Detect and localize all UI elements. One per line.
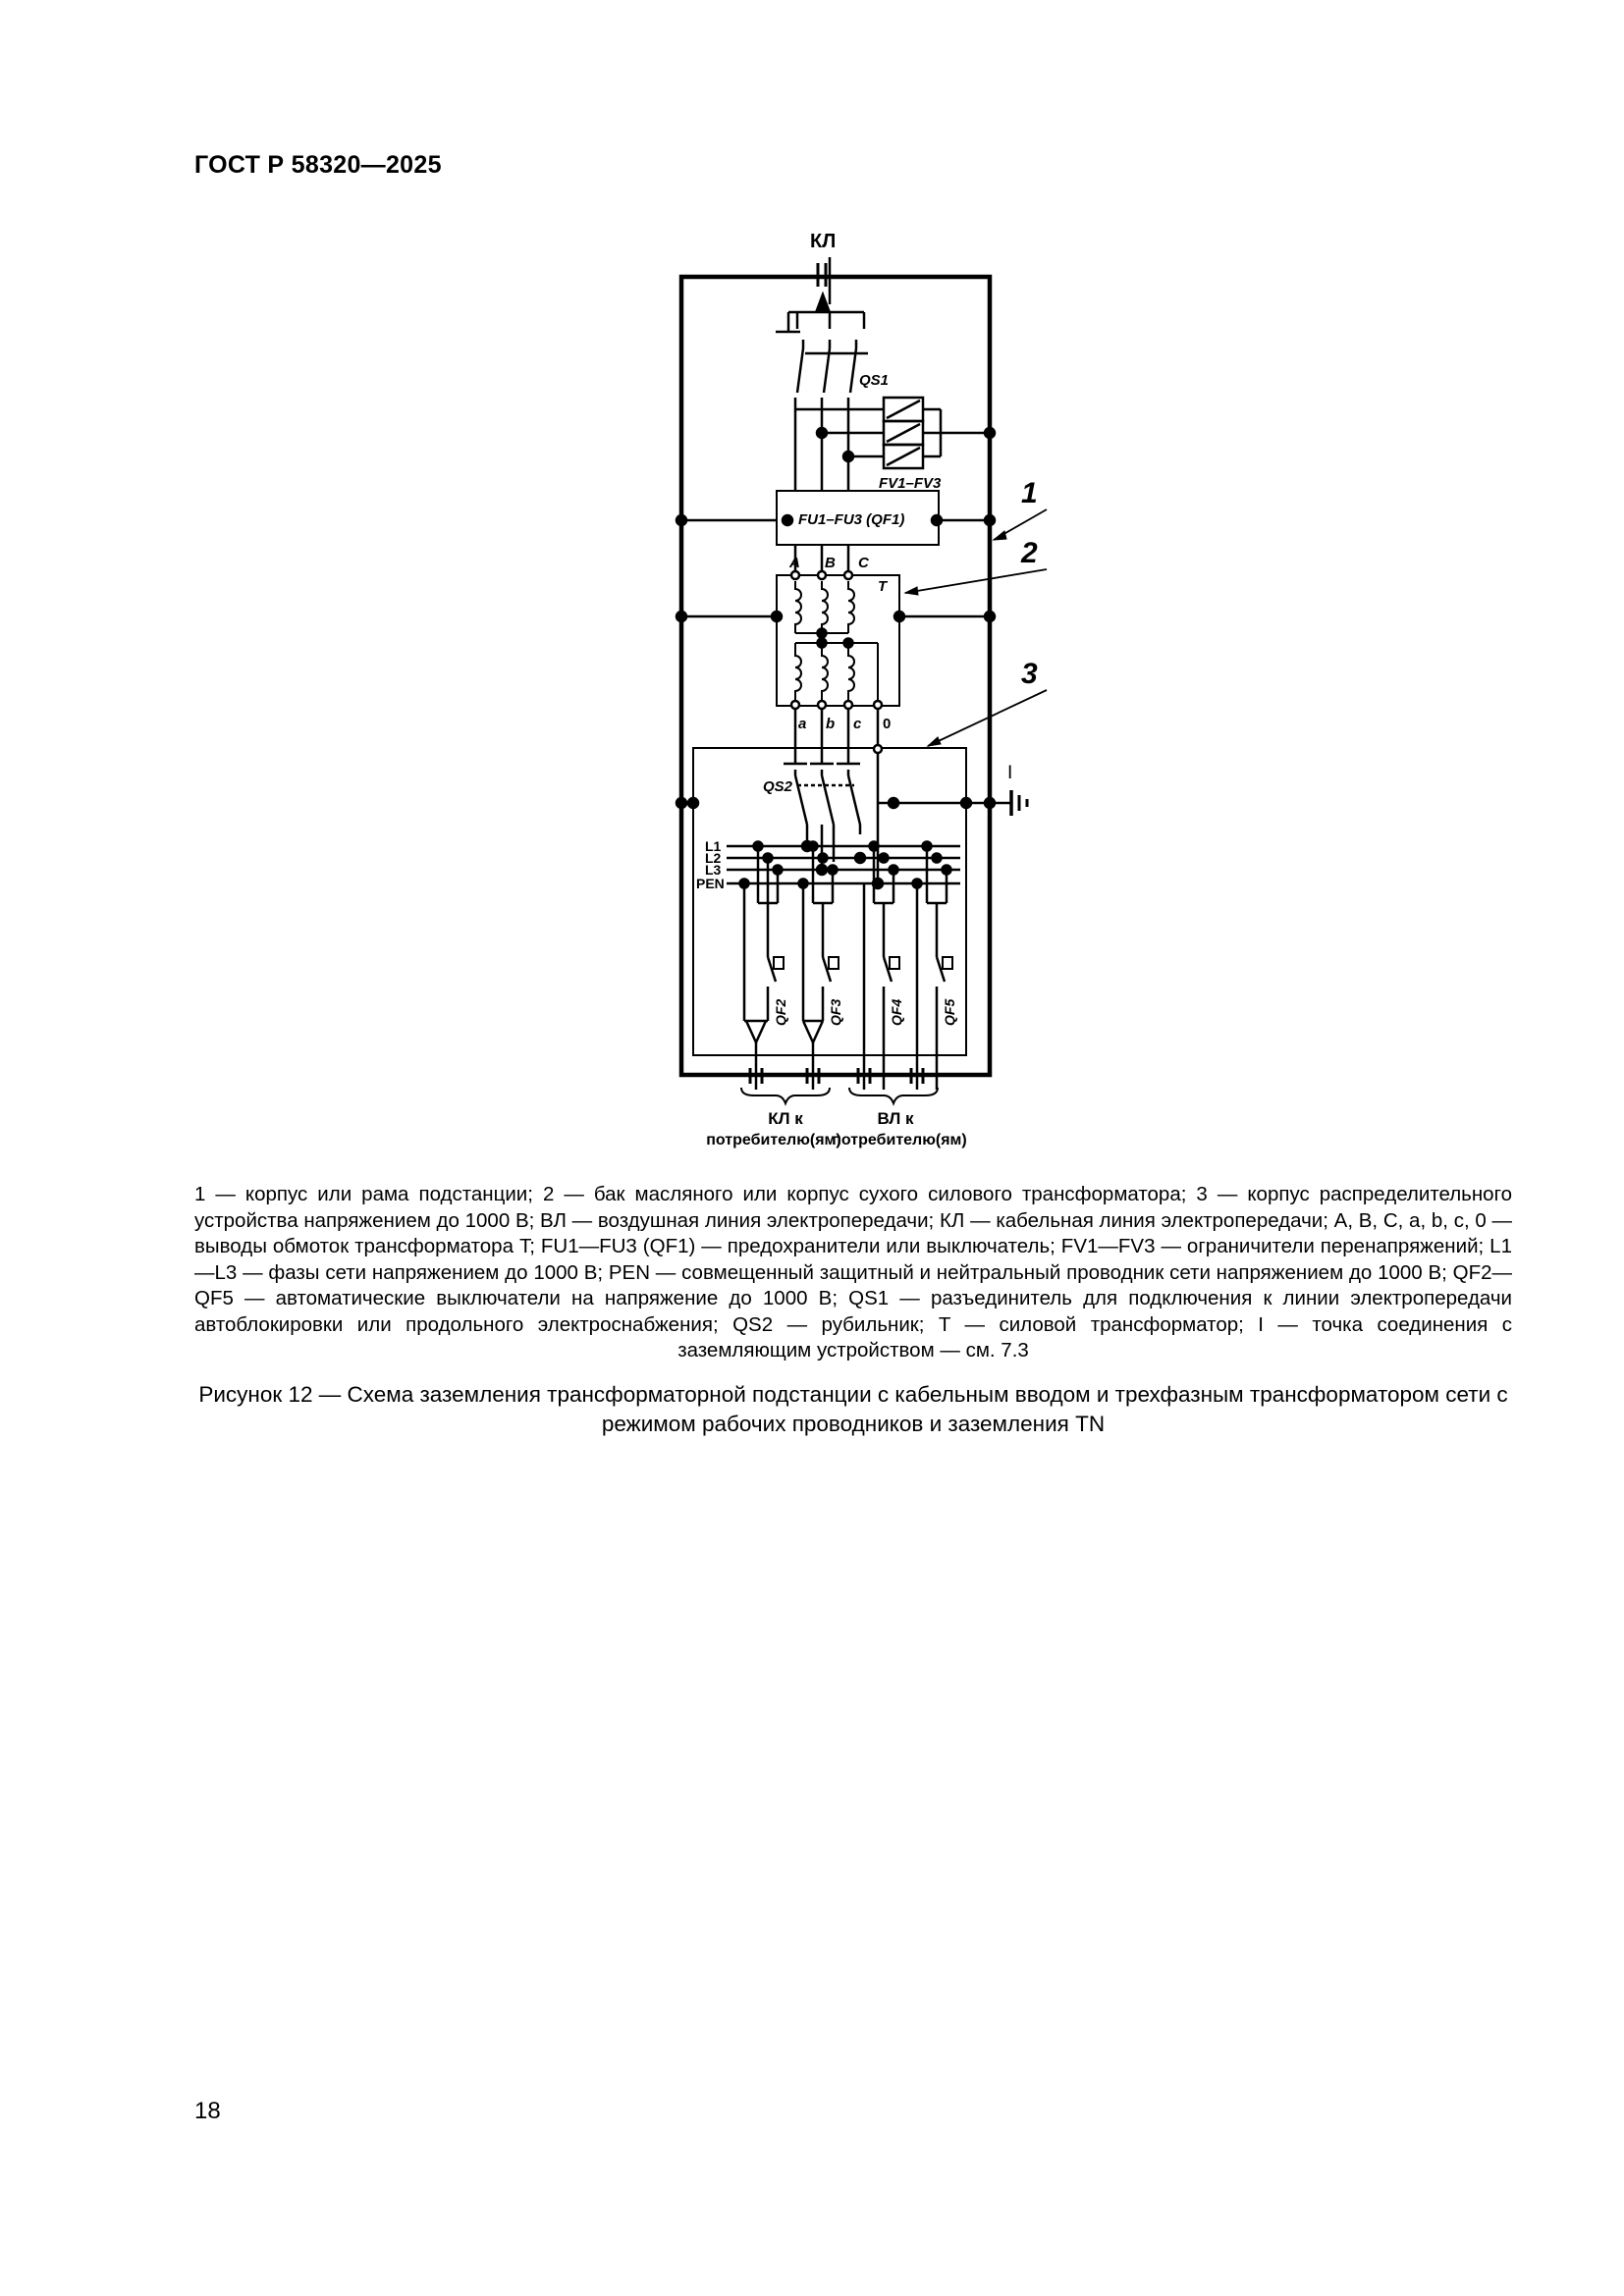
busbars [727,846,960,883]
label-out-a: a [798,716,807,732]
label-bus-l1: L1 [705,838,722,854]
label-out-b: b [826,716,836,732]
label-bus-pen: PEN [696,876,725,891]
transformer-windings [795,581,878,705]
label-phase-a: A [789,555,800,571]
brace-kl [741,1088,830,1103]
label-out-left-2: потребителю(ям) [706,1132,841,1148]
label-out-0: 0 [883,716,892,732]
label-out-right-2: потребителю(ям) [832,1132,967,1148]
callout-2: 2 [1021,537,1038,569]
ground-symbol [1011,790,1027,816]
label-bus-l2: L2 [705,850,722,866]
label-qf3: QF3 [828,998,843,1026]
label-qs2: QS2 [763,778,793,795]
label-phase-b: B [825,555,836,571]
label-ground: I [1007,763,1013,783]
label-t: T [878,578,888,595]
label-out-left-1: КЛ к [768,1109,803,1128]
label-fv: FV1–FV3 [879,475,942,492]
standard-header: ГОСТ Р 58320—2025 [194,151,442,179]
figure-caption: Рисунок 12 — Схема заземления трансформаторной подстанции с кабельным вводом и трехфазным трансформатором сети с режимом рабочих проводников и заземления TN [198,1382,1508,1436]
label-qf2: QF2 [773,998,788,1026]
page-number: 18 [194,2098,221,2124]
label-phase-c: C [858,555,869,571]
figure-legend: 1 — корпус или рама подстанции; 2 — бак масляного или корпус сухого силового трансформатора; 3 — корпус распределительного устройства напряжением до 1000 В; ВЛ — воздушная линия электропередачи; КЛ — кабельная линия электропередачи; A, B, C, a, b, c, 0 — выводы обмоток трансформатора T; FU1—FU3 (QF1) — предохранители или выключатель; FV1—FV3 — ограничители перенапряжений; L1—L3 — фазы сети напряжением до 1000 В; PEN — совмещенный защитный и нейтральный проводник сети напряжением до 1000 В; QF2—QF5 — автоматические выключатели на напряжение до 1000 В; QS1 — разъединитель для подключения к линии электропередачи автоблокировки или продольного электроснабжения; QS2 — рубильник; T — силовой трансформатор; I — точка соединения с заземляющим устройством — см. 7.3 [194,1183,1512,1362]
label-out-c: c [853,716,862,732]
label-qs1: QS1 [859,372,890,389]
label-bus-l3: L3 [705,862,722,878]
callout-1: 1 [1021,477,1038,509]
label-kl-top: КЛ [810,231,837,252]
label-qf4: QF4 [889,998,904,1026]
label-fu: FU1–FU3 (QF1) [798,511,905,528]
cable-entry [776,257,864,332]
callout-3: 3 [1021,658,1038,690]
brace-vl [849,1088,938,1103]
label-qf5: QF5 [942,998,957,1026]
label-out-right-1: ВЛ к [877,1109,914,1128]
substation-frame [681,277,990,1075]
qs1-switch [795,340,868,491]
